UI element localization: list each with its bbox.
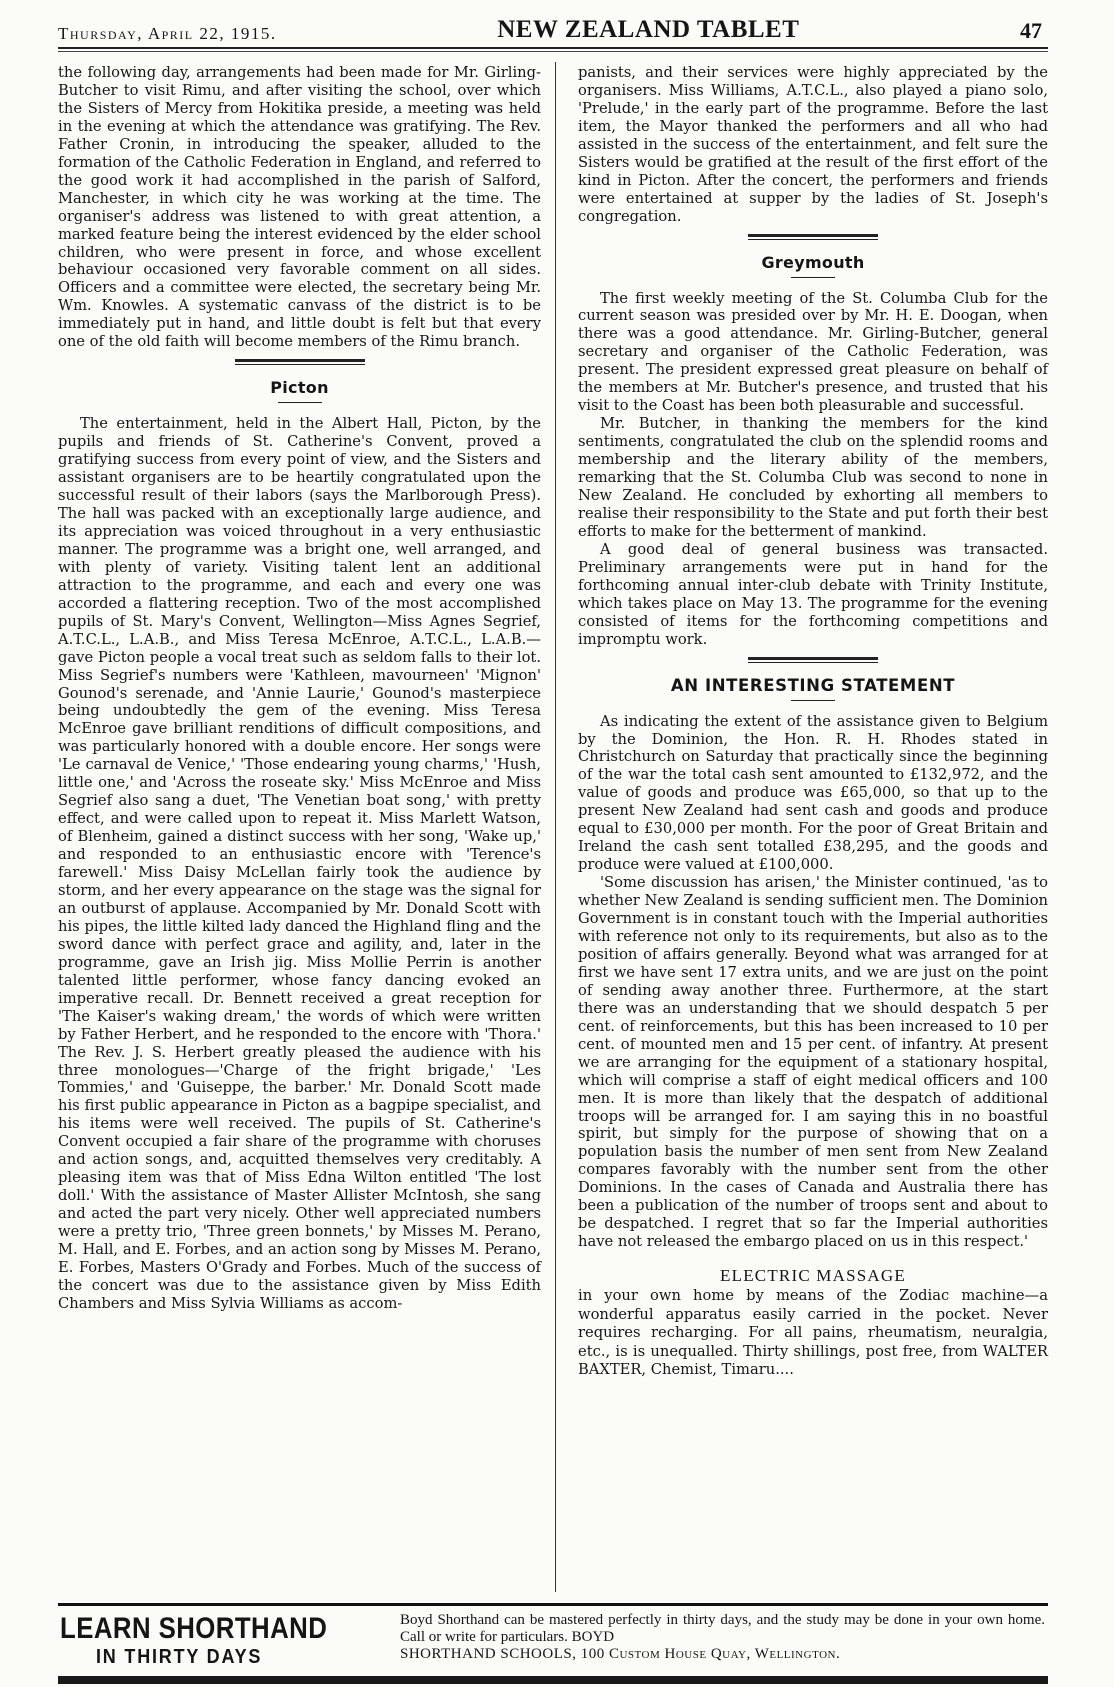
ad-headline: LEARN SHORTHAND <box>60 1612 328 1645</box>
right-column <box>578 64 1048 1380</box>
masthead <box>58 16 1048 44</box>
heading-underline <box>278 402 322 403</box>
heading-underline <box>791 277 835 278</box>
rimu-paragraph: the following day, arrangements had been made for Mr. Girling-Butcher to visit Rimu, and after visiting the school, over which the Sisters of Mercy from Hokitika preside, a meeting was held in the evening at which the attendance was gratifying. The Rev. Father Cronin, in introducing the speaker, alluded to the formation of the Catholic Federation in England, and referred to the good work it had accomplished in the parish of Salford, Manchester, in which city he was working at the time. The organiser's address was listened to with great attention, a marked feature being the interest evidenced by the elder school children, who were present in force, and whose excellent behaviour occasioned very favorable comment on all sides. Officers and a committee were elected, the secretary being Mr. Wm. Knowles. A systematic canvass of the district is to be immediately put in hand, and little doubt is felt but that every one of the old faith will become members of the Rimu branch. <box>58 64 541 351</box>
ad-address: SHORTHAND SCHOOLS, 100 Custom House Quay, Wellington. <box>400 1646 841 1662</box>
left-column <box>58 64 541 1313</box>
footer-rule <box>58 1603 1048 1606</box>
masthead-rule-thin <box>58 51 1048 52</box>
picton-continuation: panists, and their services were highly appreciated by the organisers. Miss Williams, A.T.C.L., also played a piano solo, 'Prelude,' in the early part of the programme. Before the last item, the Mayor thanked the performers and all who had assisted in the success of the entertainment, and felt sure the Sisters would be gratified at the result of the first effort of the kind in Picton. After the concert, the performers and friends were entertained at supper by the ladies of St. Joseph's congregation. <box>578 64 1048 225</box>
greymouth-paragraph: Mr. Butcher, in thanking the members for the kind sentiments, congratulated the club on the splendid rooms and membership and the literary ability of the members, remarking that the St. Columba Club was second to none in New Zealand. He concluded by exhorting all members to realise their responsibility to the State and put forth their best efforts to make for the betterment of mankind. <box>578 415 1048 540</box>
picton-heading: Picton <box>270 378 329 398</box>
ad-body-text: Boyd Shorthand can be mastered perfectly in thirty days, and the study may be done in your own home. Call or write for particulars. BOYD <box>400 1612 1045 1645</box>
picton-paragraph: The entertainment, held in the Albert Hall, Picton, by the pupils and friends of St. Catherine's Convent, proved a gratifying success from every point of view, and the Sisters and assistant organisers are to be heartily congratulated upon the successful result of their labors (says the Marlborough Press). The hall was packed with an exceptionally large audience, and its appreciation was voiced throughout in a very enthusiastic manner. The programme was a bright one, well arranged, and with plenty of variety. Visiting talent lent an additional attraction to the programme, and each and every one was accorded a flattering reception. Two of the most accomplished pupils of St. Mary's Convent, Wellington—Miss Agnes Segrief, A.T.C.L., L.A.B., and Miss Teresa McEnroe, A.T.C.L., L.A.B.—gave Picton people a vocal treat such as seldom falls to their lot. Miss Segrief's numbers were 'Kathleen, mavourneen' 'Mignon' Gounod's serenade, and 'Annie Laurie,' Gounod's masterpiece being undoubtedly the gem of the evening. Miss Teresa McEnroe gave brilliant renditions of difficult compositions, and was particularly honored with a double encore. Her songs were 'Le carnaval de Venice,' 'Those endearing young charms,' 'Hush, little one,' and 'Across the roseate sky.' Miss McEnroe and Miss Segrief also sang a duet, 'The Venetian boat song,' with pretty effect, and were called upon to repeat it. Miss Marlett Watson, of Blenheim, gained a distinct success with her song, 'Wake up,' and responded to an enthusiastic encore with 'Terence's farewell.' Miss Daisy McLellan fairly took the audience by storm, and her every appearance on the stage was the signal for an outburst of applause. Accompanied by Mr. Donald Scott with his pipes, the little kilted lady danced the Highland fling and the sword dance with perfect grace and agility, and, later in the programme, gave an Irish jig. Miss Mollie Perrin is another talented little performer, whose fancy dancing evoked an imperative recall. Dr. Bennett received a great reception for 'The Kaiser's waking dream,' the words of which were written by Father Herbert, and he responded to the encore with 'Thora.' The Rev. J. S. Herbert greatly pleased the audience with his three monologues—'Charge of the fright brigade,' 'Les Tommies,' and 'Guiseppe, the barber.' Mr. Donald Scott made his first public appearance in Picton as a bagpipe specialist, and his items were well received. The pupils of St. Catherine's Convent occupied a fair share of the programme with choruses and action songs, and, acquitted themselves very creditably. A pleasing item was that of Miss Edna Wilton entitled 'The lost doll.' With the assistance of Master Allister McIntosh, she sang and acted the part very nicely. Other well appreciated numbers were a pretty trio, 'Three green bonnets,' by Misses M. Perano, M. Hall, and E. Forbes, and an action song by Misses M. Perano, E. Forbes, Masters O'Grady and Forbes. Much of the success of the concert was due to the assistance given by Miss Edith Chambers and Miss Sylvia Williams as accom- <box>58 415 541 1312</box>
shorthand-advertisement <box>58 1612 1048 1670</box>
issue-date: Thursday, April 22, 1915. <box>58 24 277 43</box>
statement-paragraph: As indicating the extent of the assistance given to Belgium by the Dominion, the Hon. R. H. Rhodes stated in Christchurch on Saturday that practically since the beginning of the war the total cash sent amounted to £132,972, and the value of goods and produce was £65,000, so that up to the present New Zealand had sent cash and goods and produce equal to £30,000 per month. For the poor of Great Britain and Ireland the cash sent totalled £38,295, and the goods and produce were valued at £100,000. <box>578 712 1048 874</box>
greymouth-paragraph: The first weekly meeting of the St. Columba Club for the current season was presided over by Mr. H. E. Doogan, when there was a good attendance. Mr. Girling-Butcher, general secretary and organiser of the Catholic Federation, was present. The president expressed great pleasure on behalf of the members at Mr. Butcher's presence, and trusted that his visit to the Coast has been both pleasurable and successful. <box>578 289 1048 415</box>
section-separator <box>748 657 878 663</box>
column-divider <box>555 62 556 1592</box>
greymouth-heading: Greymouth <box>761 252 865 272</box>
footer-bar <box>58 1676 1048 1684</box>
statement-paragraph: 'Some discussion has arisen,' the Minister continued, 'as to whether New Zealand is sending sufficient men. The Dominion Government is in constant touch with the Imperial authorities with reference not only to its requirements, but also as to the position of affairs generally. Beyond what was arranged for at first we have sent 17 extra units, and we are just on the point of sending away another three. Furthermore, at the start there was an understanding that we should despatch 5 per cent. of reinforcements, but this has been increased to 10 per cent. of mounted men and 15 per cent. of infantry. At present we are arranging for the equipment of a stationary hospital, which will comprise a staff of eight medical officers and 100 men. It is more than likely that the despatch of additional troops will be arranged for. I am saying this in no boastful spirit, but simply for the purpose of showing that on a population basis the number of men sent from New Zealand compares favorably with the number sent from the other Dominions. In the cases of Canada and Australia there has been a publication of the number of troops sent and about to be despatched. I regret that so far the Imperial authorities have not released the embargo placed on us in this respect.' <box>578 874 1048 1251</box>
massage-ad-heading: ELECTRIC MASSAGE <box>720 1266 906 1286</box>
page-number: 47 <box>1020 18 1042 43</box>
newspaper-title: NEW ZEALAND TABLET <box>497 16 800 43</box>
section-separator <box>748 234 878 240</box>
statement-heading: AN INTERESTING STATEMENT <box>670 675 956 695</box>
massage-ad-text: in your own home by means of the Zodiac machine—a wonderful apparatus easily carried in the pocket. Never requires recharging. For all pains, rheumatism, neuralgia, etc., is is unequalled. Thirty shillings, post free, from WALTER BAXTER, Chemist, Timaru.... <box>578 1287 1048 1379</box>
section-separator <box>235 359 365 365</box>
greymouth-paragraph: A good deal of general business was transacted. Preliminary arrangements were put in hand for the forthcoming annual inter-club debate with Trinity Institute, which takes place on May 13. The programme for the evening consisted of items for the forthcoming competitions and impromptu work. <box>578 540 1048 648</box>
masthead-rule <box>58 47 1048 49</box>
ad-subline: IN THIRTY DAYS <box>96 1646 263 1668</box>
heading-underline <box>791 700 835 701</box>
ad-body <box>400 1612 1045 1663</box>
